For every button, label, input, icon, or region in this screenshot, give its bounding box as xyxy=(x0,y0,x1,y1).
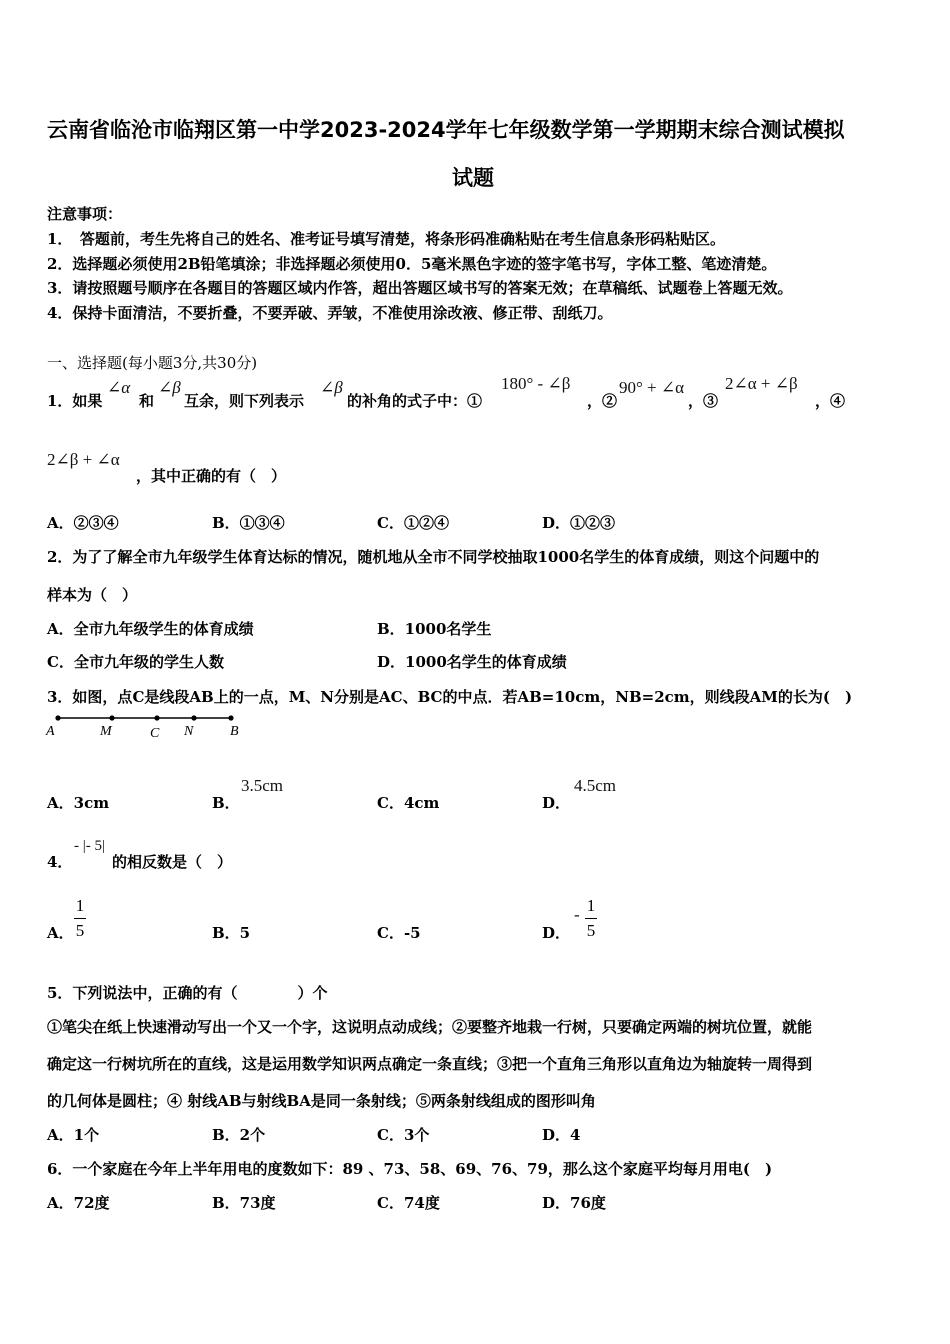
point-c-dot xyxy=(154,715,159,720)
q2-option-c: C．全市九年级的学生人数 xyxy=(47,653,224,671)
note-item-1: 1． 答题前，考生先将自己的姓名、准考证号填写清楚，将条形码准确粘贴在考生信息条形码粘贴区。 xyxy=(47,230,725,248)
q6-option-c: C．74度 xyxy=(377,1194,440,1212)
section-heading: 一、选择题(每小题3分,共30分) xyxy=(47,354,258,372)
q2-option-b: B．1000名学生 xyxy=(377,620,492,638)
q4-option-a: A． xyxy=(47,924,74,942)
q1-text-3: 互余，则下列表示 xyxy=(184,392,305,410)
q6-option-d: D．76度 xyxy=(542,1194,606,1212)
q6-option-a: A．72度 xyxy=(47,1194,110,1212)
q4-option-d-fraction xyxy=(585,896,597,941)
notes-heading: 注意事项： xyxy=(47,205,123,223)
q6-option-b: B．73度 xyxy=(212,1194,276,1212)
frac-denominator: 5 xyxy=(75,921,85,940)
point-b-dot xyxy=(228,715,233,720)
q1-expr-4: 2∠β + ∠α xyxy=(47,450,120,469)
q4-option-a-fraction xyxy=(74,896,86,941)
q1-option-a: A．②③④ xyxy=(47,514,119,532)
q4-option-c: C．-5 xyxy=(377,924,421,942)
note-item-3: 3．请按照题号顺序在各题目的答题区域内作答，超出答题区域书写的答案无效；在草稿纸、试题卷上答题无效。 xyxy=(47,279,793,297)
q1-option-c: C．①②④ xyxy=(377,514,449,532)
q1-text-6: ，③ xyxy=(688,392,719,410)
note-item-4: 4．保持卡面清洁，不要折叠，不要弄破、弄皱，不准使用涂改液、修正带、刮纸刀。 xyxy=(47,304,613,322)
q5-option-d: D．4 xyxy=(542,1126,581,1144)
frac-bar xyxy=(74,918,86,919)
point-b-label: B xyxy=(230,724,239,739)
q4-number: 4． xyxy=(47,853,73,871)
frac-numerator: 1 xyxy=(75,896,85,915)
frac-bar xyxy=(585,918,597,919)
q2-option-a: A．全市九年级学生的体育成绩 xyxy=(47,620,254,638)
q1-option-b: B．①③④ xyxy=(212,514,285,532)
frac-numerator: 1 xyxy=(586,896,596,915)
point-c-label: C xyxy=(150,726,160,741)
q5-text-line2: ①笔尖在纸上快速滑动写出一个又一个字，这说明点动成线；②要整齐地栽一行树，只要确定两端的树坑位置，就能 xyxy=(47,1018,813,1036)
q1-text-1: 1．如果 xyxy=(47,392,103,410)
q1-text-4: 的补角的式子中：① xyxy=(347,392,483,410)
q3-option-d-value: 4.5cm xyxy=(574,776,617,795)
q5-text-line3: 确定这一行树坑所在的直线，这是运用数学知识两点确定一条直线；③把一个直角三角形以直角边为轴旋转一周得到 xyxy=(47,1055,813,1073)
doc-title-line2: 试题 xyxy=(452,166,494,190)
doc-title-line1: 云南省临沧市临翔区第一中学2023-2024学年七年级数学第一学期期末综合测试模拟 xyxy=(47,118,845,142)
point-n-dot xyxy=(191,715,196,720)
q4-option-d: D． xyxy=(542,924,571,942)
q1-text-2: 和 xyxy=(139,392,155,410)
q1-expr-1: 180° - ∠β xyxy=(501,374,571,393)
q1-option-d: D．①②③ xyxy=(542,514,616,532)
q4-expression: - |- 5| xyxy=(74,838,105,854)
q3-option-b-value: 3.5cm xyxy=(241,776,284,795)
q1-angle-beta-2: ∠β xyxy=(320,378,343,397)
q3-text: 3．如图，点C是线段AB上的一点，M、N分别是AC、BC的中点．若AB=10cm，NB=2cm，则线段AM的长为( ) xyxy=(47,688,853,706)
q1-expr-3: 2∠α + ∠β xyxy=(725,374,798,393)
q5-option-b: B．2个 xyxy=(212,1126,266,1144)
q2-text-line2: 样本为（ ） xyxy=(47,586,138,604)
q3-option-b: B． xyxy=(212,794,240,812)
q1-text-5: ，② xyxy=(587,392,618,410)
point-a-label: A xyxy=(46,724,55,739)
q1-expr-2: 90° + ∠α xyxy=(619,378,685,397)
q5-text-line4: 的几何体是圆柱；④ 射线AB与射线BA是同一条射线；⑤两条射线组成的图形叫角 xyxy=(47,1092,596,1110)
segment-figure xyxy=(44,712,254,742)
point-n-label: N xyxy=(184,724,194,739)
point-a-dot xyxy=(55,715,60,720)
q1-text-7: ，④ xyxy=(815,392,846,410)
q1-angle-beta: ∠β xyxy=(158,378,181,397)
note-item-2: 2．选择题必须使用2B铅笔填涂；非选择题必须使用0．5毫米黑色字迹的签字笔书写，字体工整、笔迹清楚。 xyxy=(47,255,777,273)
q1-text-8: ，其中正确的有（ ） xyxy=(136,467,287,485)
q3-option-c: C．4cm xyxy=(377,794,440,812)
q2-text-line1: 2．为了了解全市九年级学生体育达标的情况，随机地从全市不同学校抽取1000名学生的体育成绩，则这个问题中的 xyxy=(47,548,820,566)
frac-denominator: 5 xyxy=(586,921,596,940)
q4-option-d-neg: - xyxy=(574,905,580,924)
q3-option-a: A．3cm xyxy=(47,794,110,812)
q5-option-c: C．3个 xyxy=(377,1126,430,1144)
q4-text: 的相反数是（ ） xyxy=(112,853,233,871)
q1-angle-alpha: ∠α xyxy=(107,378,131,397)
point-m-label: M xyxy=(100,724,112,739)
q3-option-d: D． xyxy=(542,794,571,812)
q6-text: 6．一个家庭在今年上半年用电的度数如下：89 、73、58、69、76、79，那么这个家庭平均每月用电( ) xyxy=(47,1160,773,1178)
q2-option-d: D．1000名学生的体育成绩 xyxy=(377,653,567,671)
q4-option-b: B．5 xyxy=(212,924,251,942)
point-m-dot xyxy=(109,715,114,720)
q5-text-line1: 5．下列说法中，正确的有（ ）个 xyxy=(47,984,328,1002)
q5-option-a: A．1个 xyxy=(47,1126,100,1144)
